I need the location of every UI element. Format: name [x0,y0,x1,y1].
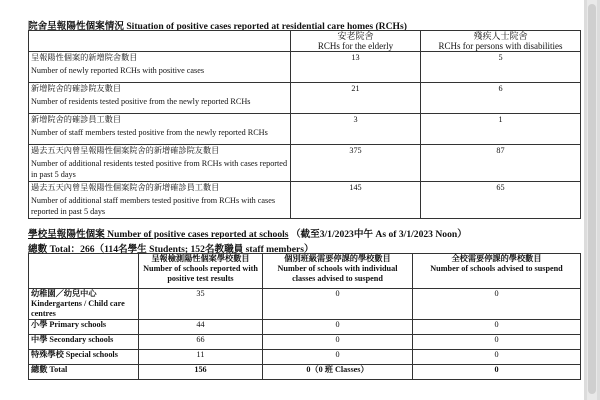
school-suspend-value: 0 [413,320,581,335]
elderly-value: 375 [291,145,421,182]
elderly-value: 145 [291,182,421,219]
school-header-blank [29,254,139,289]
school-section-date-note: （截至3/1/2023中午 As of 3/1/2023 Noon） [290,229,467,240]
elderly-value: 13 [291,52,421,83]
row-label [29,145,291,182]
row-label-zh: 新增院舍的確診院友數目 [31,84,122,93]
school-table [28,253,581,380]
table-row [29,145,581,182]
table-row [29,52,581,83]
row-label-en: Number of residents tested positive from the newly reported RCHs [31,97,251,106]
school-total-line: 總數 Total：266（114名學生 Students; 152名教職員 staff members） [28,244,314,255]
row-label [29,83,291,114]
rch-header-elderly-zh: 安老院舍 [337,31,374,41]
total-reported-value: 156 [139,365,263,380]
row-label [29,182,291,219]
rch-header-disabled [421,31,581,52]
elderly-value: 3 [291,114,421,145]
header-en: Number of schools advised to suspend [430,264,563,273]
reported-value: 66 [139,335,263,350]
row-label-zh: 呈報陽性個案的新增院舍數目 [31,53,138,62]
total-label: 總數 Total [29,365,139,380]
table-row [29,83,581,114]
row-label-en: Number of newly reported RCHs with positive cases [31,66,205,75]
school-type-label: 幼稚園／幼兒中心 Kindergartens / Child care centres [29,289,139,320]
rch-header-disabled-en: RCHs for persons with disabilities [438,41,563,51]
school-suspend-value: 0 [413,289,581,320]
disabled-value: 65 [421,182,581,219]
scrollbar-thumb[interactable] [588,4,596,394]
elderly-value: 21 [291,83,421,114]
reported-value: 11 [139,350,263,365]
row-label-en: Number of staff members tested positive from the newly reported RCHs [31,128,268,137]
school-suspend-value: 0 [413,350,581,365]
header-en: Number of schools reported with positive test results [143,264,258,283]
class-suspend-value: 0 [263,350,413,365]
rch-header-elderly-en: RCHs for the elderly [317,41,394,51]
rch-header-disabled-zh: 殘疾人士院舍 [473,31,528,41]
row-label-zh: 過去五天內曾呈報陽性個案院舍的新增確診員工數目 [31,183,220,192]
disabled-value: 6 [421,83,581,114]
reported-value: 35 [139,289,263,320]
school-table-header [29,254,581,289]
school-header-school-suspend [413,254,581,289]
rch-table [28,30,581,219]
school-section-title-text: 學校呈報陽性個案 Number of positive cases reported at schools [28,229,289,240]
table-row [29,320,581,335]
row-label [29,52,291,83]
table-row [29,182,581,219]
header-zh: 呈報檢測陽性個案學校數目 [151,254,250,263]
row-label-en: Number of additional staff members tested positive from RCHs with cases reported in past 5 days [31,196,276,216]
school-suspend-value: 0 [413,335,581,350]
document-page [28,18,580,374]
table-row [29,350,581,365]
school-header-class-suspend [263,254,413,289]
total-class-suspend-value: 0（0 班 Classes） [263,365,413,380]
class-suspend-value: 0 [263,289,413,320]
header-en: Number of schools with individual classes advised to suspend [277,264,398,283]
row-label-zh: 過去五天內曾呈報陽性個案院舍的新增確診院友數目 [31,146,220,155]
disabled-value: 5 [421,52,581,83]
table-row [29,114,581,145]
class-suspend-value: 0 [263,335,413,350]
school-type-label: 特殊學校 Special schools [29,350,139,365]
disabled-value: 87 [421,145,581,182]
row-label-en: Number of additional residents tested positive from RCHs with cases reported in past 5 days [31,159,288,179]
table-row [29,289,581,320]
school-type-label: 中學 Secondary schools [29,335,139,350]
total-school-suspend-value: 0 [413,365,581,380]
disabled-value: 1 [421,114,581,145]
table-row [29,335,581,350]
row-label [29,114,291,145]
header-zh: 全校需要停課的學校數目 [451,254,542,263]
rch-header-elderly [291,31,421,52]
school-header-reported [139,254,263,289]
school-section-title [28,226,580,240]
header-zh: 個別班級需要停課的學校數目 [284,254,391,263]
rch-table-header [29,31,581,52]
row-label-zh: 新增院舍的確診員工數目 [31,115,122,124]
school-type-label: 小學 Primary schools [29,320,139,335]
rch-section-title-text: 院舍呈報陽性個案情況 Situation of positive cases reported at residential care homes (RCHs) [28,21,407,32]
scrollbar[interactable] [584,0,600,400]
rch-header-blank [29,31,291,52]
reported-value: 44 [139,320,263,335]
total-row [29,365,581,380]
class-suspend-value: 0 [263,320,413,335]
